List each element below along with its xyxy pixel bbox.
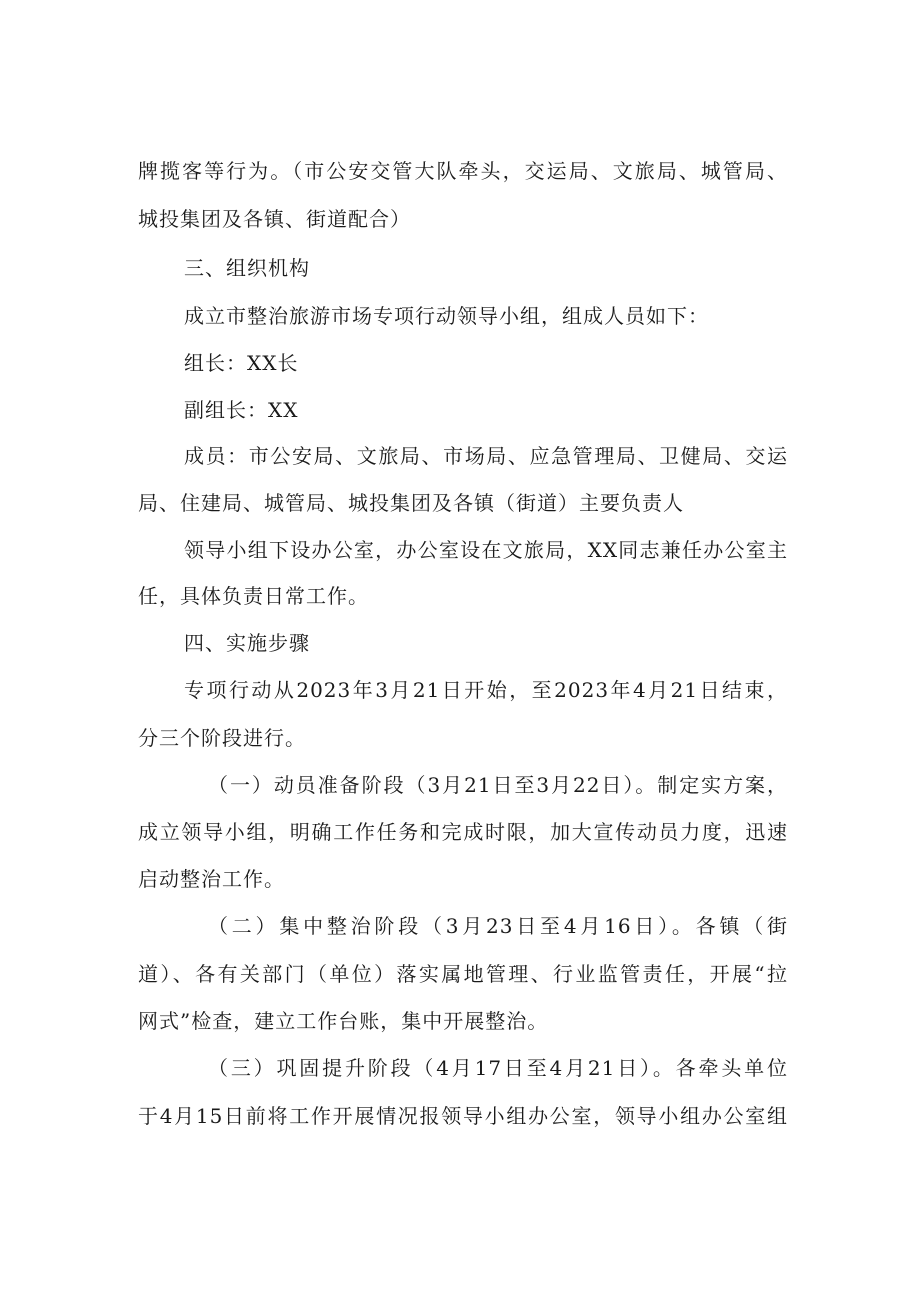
section-heading-organization: 三、组织机构 (184, 256, 310, 280)
paragraph-line: 局、住建局、城管局、城投集团及各镇（街道）主要负责人 (138, 491, 684, 515)
paragraph-line: 启动整治工作。 (138, 867, 285, 891)
paragraph-line: 分三个阶段进行。 (138, 726, 306, 750)
phase-one-line: （一）动员准备阶段（3月21日至3月22日）。制定实方案， (208, 773, 788, 797)
paragraph-line: 于4月15日前将工作开展情况报领导小组办公室，领导小组办公室组 (138, 1104, 788, 1128)
paragraph-line: 任，具体负责日常工作。 (138, 584, 369, 608)
paragraph-line: 网式”检查，建立工作台账，集中开展整治。 (138, 1009, 549, 1033)
paragraph-line: 成立市整治旅游市场专项行动领导小组，组成人员如下： (184, 304, 709, 328)
paragraph-line: 牌揽客等行为。（市公安交管大队牵头，交运局、文旅局、城管局、 (138, 159, 788, 183)
members-line: 成员：市公安局、文旅局、市场局、应急管理局、卫健局、交运 (184, 444, 788, 468)
paragraph-line: 专项行动从2023年3月21日开始，至2023年4月21日结束， (184, 678, 788, 702)
group-leader-line: 组长：XX长 (184, 351, 299, 375)
deputy-leader-line: 副组长：XX (184, 398, 299, 422)
phase-two-line: （二）集中整治阶段（3月23日至4月16日）。各镇（街 (208, 914, 788, 938)
phase-three-line: （三）巩固提升阶段（4月17日至4月21日）。各牵头单位 (208, 1056, 788, 1080)
paragraph-line: 道）、各有关部门（单位）落实属地管理、行业监管责任，开展“拉 (138, 962, 788, 986)
paragraph-line: 成立领导小组，明确工作任务和完成时限，加大宣传动员力度，迅速 (138, 820, 788, 844)
section-heading-steps: 四、实施步骤 (184, 631, 310, 655)
paragraph-line: 城投集团及各镇、街道配合） (138, 207, 411, 231)
paragraph-line: 领导小组下设办公室，办公室设在文旅局，XX同志兼任办公室主 (184, 538, 788, 562)
